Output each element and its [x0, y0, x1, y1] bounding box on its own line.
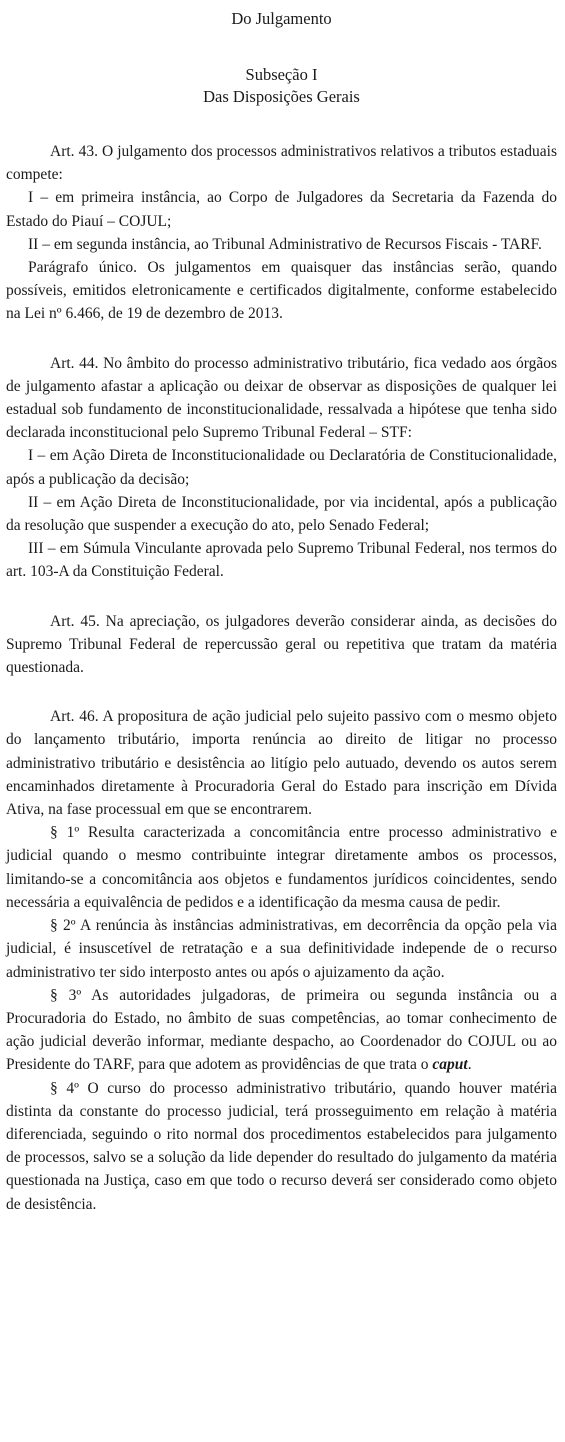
article-43-item-ii: II – em segunda instância, ao Tribunal Administrativo de Recursos Fiscais - TARF.: [28, 235, 542, 253]
chapter-title: Do Julgamento: [231, 9, 332, 28]
article-46-head: Art. 46. A propositura de ação judicial pelo sujeito passivo com o mesmo objeto do lançamento tributário, importa renúncia ao direito de litigar no processo administrativo tributário e desistência ao litígio pelo autuado, devendo os autos serem encaminhados diretamente à Procuradoria Geral do Estado para inscrição em Dívida Ativa, na fase processual em que se encontrarem.: [6, 708, 557, 819]
article-43-item-i: I – em primeira instância, ao Corpo de Julgadores da Secretaria da Fazenda do Estado do Piauí – COJUL;: [6, 189, 557, 230]
article-44: [6, 352, 557, 584]
article-43-head: Art. 43. O julgamento dos processos administrativos relativos a tributos estaduais compete:: [6, 143, 557, 184]
article-45: [6, 610, 557, 680]
article-44-item-iii: III – em Súmula Vinculante aprovada pelo Supremo Tribunal Federal, nos termos do art. 103-A da Constituição Federal.: [6, 540, 557, 581]
article-44-item-ii: II – em Ação Direta de Inconstitucionalidade, por via incidental, após a publicação da resolução que suspender a execução do ato, pelo Senado Federal;: [6, 493, 557, 535]
article-46: [6, 705, 557, 1215]
article-44-item-i: I – em Ação Direta de Inconstitucionalidade ou Declaratória de Constitucionalidade, após a publicação da decisão;: [6, 447, 557, 488]
article-46-paragraph-3: [6, 984, 557, 1077]
article-45-head: Art. 45. Na apreciação, os julgadores deverão considerar ainda, as decisões do Supremo Tribunal Federal de repercussão geral ou repetitiva que tratam da matéria questionada.: [6, 612, 557, 677]
article-46-paragraph-4: § 4º O curso do processo administrativo tributário, quando houver matéria distinta da constante do processo judicial, terá prosseguimento em relação à matéria diferenciada, seguindo o rito normal dos procedimentos estabelecidos para julgamento de processos, salvo se a solução da lide depender do resultado do julgamento da matéria questionada na Justiça, caso em que todo o recurso deverá ser considerado como objeto de desistência.: [6, 1079, 557, 1213]
article-46-paragraph-3-end: .: [467, 1056, 472, 1074]
article-46-paragraph-1: § 1º Resulta caracterizada a concomitância entre processo administrativo e judicial quando o mesmo contribuinte integrar diretamente ambos os processos, limitando-se a concomitância aos objetos e fundamentos jurídicos coincidentes, sendo necessária a equivalência de pedidos e a identificação da mesma causa de pedir.: [6, 824, 557, 911]
article-46-paragraph-3-text: § 3º As autoridades julgadoras, de primeira ou segunda instância ou a Procuradoria do Estado, no âmbito de suas competências, ao tomar conhecimento de ação judicial deverão informar, mediante despacho, ao Coordenador do COJUL ou ao Presidente do TARF, para que adotem as providências de que trata o: [6, 986, 557, 1074]
article-43: [6, 140, 557, 326]
caput-term: caput: [432, 1056, 468, 1074]
subsection-title: Subseção I: [245, 65, 318, 84]
subsection-subtitle: Das Disposições Gerais: [203, 87, 360, 106]
article-43-paragrafo-unico: Parágrafo único. Os julgamentos em quaisquer das instâncias serão, quando possíveis, emitidos eletronicamente e certificados digitalmente, conforme estabelecido na Lei nº 6.466, de 19 de dezembro de 2013.: [6, 259, 557, 323]
article-46-paragraph-2: § 2º A renúncia às instâncias administrativas, em decorrência da opção pela via judicial, é insuscetível de retratação e a sua definitividade independe de o recurso administrativo ter sido interposto antes ou após o ajuizamento da ação.: [6, 917, 557, 981]
article-44-head: Art. 44. No âmbito do processo administrativo tributário, fica vedado aos órgãos de julgamento afastar a aplicação ou deixar de observar as disposições de qualquer lei estadual sob fundamento de inconstitucionalidade, ressalvada a hipótese que tenha sido declarada inconstitucional pelo Supremo Tribunal Federal – STF:: [6, 354, 557, 442]
